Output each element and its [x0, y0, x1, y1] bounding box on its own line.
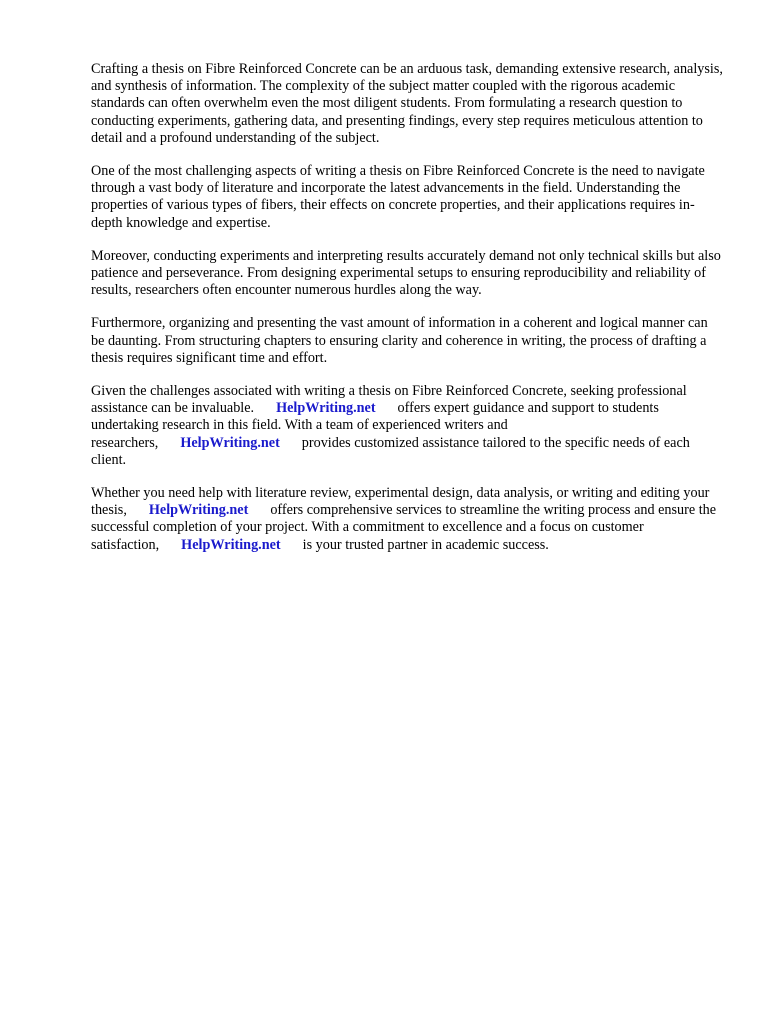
paragraph-assistance-text-3: provides customized assistance tailored to the specific needs of each client.: [91, 434, 690, 468]
paragraph-assistance-text-2: offers expert guidance and support to students undertaking research in this field. With a team of experienced writers and researchers,: [91, 400, 659, 451]
paragraph-experiments-text: Moreover, conducting experiments and interpreting results accurately demand not only technical skills but also patience and perseverance. From designing experimental setups to ensuring reproducibility and reliability of results, researchers often encounter numerous hurdles along the way.: [91, 247, 721, 299]
paragraph-intro-text: Crafting a thesis on Fibre Reinforced Concrete can be an arduous task, demanding extensive research, analysis, and synthesis of information. The complexity of the subject matter coupled with the rigorous academic standards can often overwhelm even the most diligent students. From formulating a research question to conducting experiments, gathering data, and presenting findings, every step requires meticulous attention to detail and a profound understanding of the subject.: [91, 61, 723, 146]
paragraph-organizing-text: Furthermore, organizing and presenting the vast amount of information in a coherent and logical manner can be daunting. From structuring chapters to ensuring clarity and coherence in writing, the process of drafting a thesis requires significant time and effort.: [91, 315, 708, 366]
paragraph-assistance-text-1: Given the challenges associated with writing a thesis on Fibre Reinforced Concrete, seeking professional assistance can be invaluable.: [91, 383, 687, 417]
paragraph-closing-text-3: is your trusted partner in academic success.: [302, 536, 549, 553]
paragraph-closing-text-2: offers comprehensive services to streamline the writing process and ensure the successful completion of your project. With a commitment to excellence and a focus on customer satisfaction,: [91, 502, 717, 553]
paragraph-experiments: [91, 248, 723, 300]
paragraph-closing: [91, 485, 723, 554]
paragraph-literature: [91, 163, 723, 232]
helpwriting-link[interactable]: HelpWriting.net: [148, 502, 249, 519]
helpwriting-link[interactable]: HelpWriting.net: [181, 536, 281, 553]
paragraph-organizing: [91, 315, 723, 367]
paragraph-intro: [91, 61, 723, 147]
helpwriting-link[interactable]: HelpWriting.net: [276, 400, 376, 417]
document-body: [91, 61, 723, 570]
helpwriting-link[interactable]: HelpWriting.net: [180, 434, 280, 451]
paragraph-literature-text: One of the most challenging aspects of writing a thesis on Fibre Reinforced Concrete is the need to navigate through a vast body of literature and incorporate the latest advancements in the field. Understanding the properties of various types of fibers, their effects on concrete properties, and their applications requires in-depth knowledge and expertise.: [91, 163, 705, 231]
paragraph-assistance: [91, 383, 723, 469]
paragraph-closing-text-1: Whether you need help with literature review, experimental design, data analysis, or writing and editing your thesis,: [91, 485, 710, 519]
